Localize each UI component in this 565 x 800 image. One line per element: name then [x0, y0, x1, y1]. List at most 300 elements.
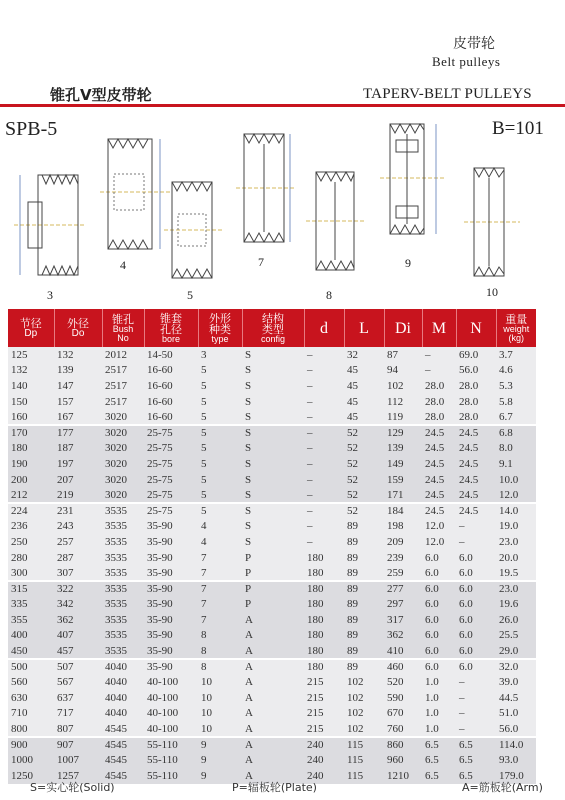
cell-l: 89: [347, 613, 358, 626]
cell-m: 24.5: [425, 473, 445, 486]
cell-d: –: [307, 473, 313, 486]
table-row: [8, 378, 536, 394]
cell-bush: 2517: [105, 379, 127, 392]
cell-bush: 3535: [102, 581, 144, 597]
cell-m: 6.5: [425, 754, 439, 767]
cell-d: –: [304, 503, 344, 519]
cell-weight: 3.7: [499, 348, 513, 361]
cell-l: 115: [347, 754, 364, 767]
cell-bush: 2517: [105, 364, 127, 377]
cell-bush: 3020: [102, 425, 144, 441]
cell-bore: 16-60: [147, 410, 173, 423]
cell-dp: 1250: [11, 769, 33, 782]
cell-l: 102: [347, 707, 364, 720]
cell-bush: 3535: [105, 535, 127, 548]
cell-weight: 19.6: [499, 598, 519, 611]
cell-bush: 3535: [105, 520, 127, 533]
cell-d: –: [307, 364, 313, 377]
header-cn-right: 皮带轮: [453, 36, 495, 52]
cell-type: 10: [201, 676, 212, 689]
cell-di: 112: [387, 395, 404, 408]
drawing-label-3: 3: [47, 288, 53, 302]
table-row: [8, 425, 536, 441]
cell-d: 180: [307, 551, 324, 564]
cell-config: P: [245, 551, 252, 564]
drawing-type-8: [306, 168, 366, 274]
table-row: [8, 441, 536, 457]
cell-m: 12.0: [425, 535, 445, 548]
cell-l: 52: [347, 442, 358, 455]
cell-dp: 400: [11, 629, 28, 642]
cell-type: 7: [201, 598, 207, 611]
cell-n: 28.0: [459, 410, 479, 423]
cell-bore: 40-100: [147, 707, 179, 720]
cell-dp: 250: [11, 535, 28, 548]
cell-config: A: [245, 707, 253, 720]
cell-m: 6.0: [425, 551, 439, 564]
cell-bush: 2012: [105, 348, 127, 361]
cell-n: 6.5: [459, 769, 473, 782]
cell-config: A: [245, 676, 253, 689]
drawing-type-7: [236, 130, 296, 246]
cell-m: 6.0: [425, 629, 439, 642]
table-row: [8, 737, 536, 753]
drawing-type-9: [380, 120, 444, 240]
cell-dp: 190: [11, 457, 28, 470]
header-en-right: Belt pulleys: [432, 54, 501, 69]
cell-d: 240: [304, 737, 344, 753]
cell-l: 89: [347, 598, 358, 611]
cell-bore: 25-75: [147, 473, 173, 486]
cell-dp: 355: [11, 613, 28, 626]
cell-m: –: [425, 364, 431, 377]
cell-type: 4: [201, 520, 207, 533]
col-do: 外径 Do: [54, 309, 102, 347]
cell-d: 215: [307, 707, 324, 720]
table-row: [8, 409, 536, 425]
cell-n: 6.5: [456, 737, 496, 753]
cell-dp: 160: [11, 410, 28, 423]
cell-l: 52: [344, 503, 384, 519]
cell-dp: 1000: [11, 754, 33, 767]
cell-l: 52: [344, 425, 384, 441]
cell-dp: 125: [11, 348, 28, 361]
cell-n: 24.5: [459, 457, 479, 470]
cell-weight: 23.0: [496, 581, 536, 597]
cell-m: 6.0: [425, 613, 439, 626]
cell-type: 9: [201, 769, 207, 782]
cell-dp: 315: [8, 581, 54, 597]
cell-do: 207: [57, 473, 74, 486]
cell-config: S: [245, 457, 252, 470]
cell-weight: 26.0: [499, 613, 519, 626]
cell-d: –: [307, 410, 313, 423]
cell-l: 45: [347, 379, 358, 392]
table-row: [8, 363, 536, 379]
cell-n: –: [459, 676, 465, 689]
cell-di: 129: [384, 425, 422, 441]
cell-l: 102: [347, 676, 364, 689]
cell-dp: 212: [11, 488, 28, 501]
cell-weight: 9.1: [499, 457, 513, 470]
cell-bore: 35-90: [147, 613, 173, 626]
cell-config: A: [245, 629, 253, 642]
cell-weight: 56.0: [499, 722, 519, 735]
cell-l: 89: [347, 566, 358, 579]
cell-bush: 2517: [105, 395, 127, 408]
cell-d: 180: [304, 659, 344, 675]
cell-m: 6.0: [425, 598, 439, 611]
cell-type: 8: [201, 629, 207, 642]
cell-di: 860: [384, 737, 422, 753]
cell-l: 89: [347, 644, 358, 657]
cell-l: 89: [347, 535, 358, 548]
cell-di: 277: [384, 581, 422, 597]
cell-dp: 224: [8, 503, 54, 519]
cell-type: 7: [201, 551, 207, 564]
cell-l: 102: [347, 722, 364, 735]
cell-di: 410: [387, 644, 404, 657]
cell-l: 45: [347, 395, 358, 408]
cell-type: 5: [201, 442, 207, 455]
drawing-type-5: [164, 178, 224, 282]
cell-config: P: [245, 598, 252, 611]
cell-dp: 900: [8, 737, 54, 753]
cell-config: S: [245, 442, 252, 455]
cell-config: A: [245, 691, 253, 704]
header-en-left: TAPERV-BELT PULLEYS: [363, 86, 532, 102]
header-cn-left: 锥孔V型皮带轮: [50, 86, 152, 104]
cell-di: 960: [387, 754, 404, 767]
cell-do: 567: [57, 676, 74, 689]
cell-m: 6.0: [425, 644, 439, 657]
drawing-label-7: 7: [258, 255, 264, 269]
cell-d: –: [307, 488, 313, 501]
cell-n: –: [459, 520, 465, 533]
belt-width-label: B=101: [492, 118, 544, 139]
cell-bore: 16-60: [147, 364, 173, 377]
header-rule: [0, 104, 565, 107]
cell-d: –: [307, 379, 313, 392]
cell-m: 1.0: [425, 707, 439, 720]
cell-di: 159: [387, 473, 404, 486]
cell-config: P: [245, 566, 252, 579]
cell-m: 1.0: [425, 691, 439, 704]
cell-d: 180: [307, 629, 324, 642]
cell-dp: 132: [11, 364, 28, 377]
cell-dp: 710: [11, 707, 28, 720]
cell-di: 590: [387, 691, 404, 704]
cell-n: 6.0: [456, 659, 496, 675]
drawing-type-3: [14, 170, 84, 280]
cell-weight: 12.0: [499, 488, 519, 501]
cell-n: –: [459, 707, 465, 720]
table-row: [8, 519, 536, 535]
cell-n: 24.5: [456, 503, 496, 519]
spec-table-body: [8, 347, 536, 784]
cell-bore: 40-100: [147, 676, 179, 689]
cell-di: 102: [387, 379, 404, 392]
cell-di: 362: [387, 629, 404, 642]
cell-n: 24.5: [459, 488, 479, 501]
table-row: [8, 597, 536, 613]
col-type: 外形 种类 type: [198, 309, 242, 347]
cell-di: 119: [387, 410, 404, 423]
cell-weight: 32.0: [496, 659, 536, 675]
cell-n: 6.0: [459, 629, 473, 642]
cell-type: 5: [201, 473, 207, 486]
cell-n: 24.5: [456, 425, 496, 441]
cell-di: 317: [387, 613, 404, 626]
legend-plate: P=辐板轮(Plate): [232, 781, 317, 794]
cell-m: 1.0: [425, 676, 439, 689]
cell-dp: 335: [11, 598, 28, 611]
cell-bush: 4545: [105, 722, 127, 735]
cell-config: S: [245, 379, 252, 392]
cell-bore: 35-90: [144, 581, 198, 597]
cell-type: 5: [201, 379, 207, 392]
cell-m: 24.5: [425, 457, 445, 470]
cell-bush: 4545: [102, 737, 144, 753]
cell-d: –: [307, 348, 313, 361]
cell-m: 24.5: [422, 425, 456, 441]
cell-do: 197: [57, 457, 74, 470]
drawing-type-10: [464, 164, 520, 280]
drawing-type-4: [100, 134, 170, 254]
cell-config: S: [245, 520, 252, 533]
cell-di: 239: [387, 551, 404, 564]
cell-do: 219: [57, 488, 74, 501]
cell-config: P: [242, 581, 304, 597]
cell-di: 94: [387, 364, 398, 377]
drawing-label-9: 9: [405, 256, 411, 270]
cell-m: 1.0: [425, 722, 439, 735]
table-row: [8, 659, 536, 675]
cell-type: 7: [201, 566, 207, 579]
cell-config: A: [242, 737, 304, 753]
cell-weight: 25.5: [499, 629, 519, 642]
cell-m: 24.5: [425, 488, 445, 501]
cell-di: 460: [384, 659, 422, 675]
cell-do: 637: [57, 691, 74, 704]
cell-bore: 16-60: [147, 395, 173, 408]
cell-config: A: [242, 659, 304, 675]
cell-type: 8: [198, 659, 242, 675]
cell-d: 215: [307, 722, 324, 735]
cell-n: 6.0: [456, 581, 496, 597]
cell-di: 171: [387, 488, 404, 501]
cell-di: 670: [387, 707, 404, 720]
cell-bore: 16-60: [147, 379, 173, 392]
cell-m: 6.5: [425, 769, 439, 782]
cell-type: 9: [201, 754, 207, 767]
cell-bore: 25-75: [144, 425, 198, 441]
cell-type: 5: [201, 457, 207, 470]
table-row: [8, 612, 536, 628]
cell-di: 184: [384, 503, 422, 519]
cell-bush: 3535: [105, 598, 127, 611]
table-row: [8, 643, 536, 659]
cell-l: 115: [347, 769, 364, 782]
cell-config: A: [245, 613, 253, 626]
cell-n: 28.0: [459, 379, 479, 392]
cell-bush: 3020: [105, 473, 127, 486]
cell-l: 32: [347, 348, 358, 361]
cell-bush: 4040: [105, 691, 127, 704]
cell-d: 215: [307, 676, 324, 689]
cell-bush: 3535: [102, 503, 144, 519]
cell-n: 6.5: [459, 754, 473, 767]
cell-l: 45: [347, 410, 358, 423]
table-row: [8, 690, 536, 706]
cell-bush: 3535: [105, 566, 127, 579]
cell-do: 147: [57, 379, 74, 392]
cell-n: –: [459, 691, 465, 704]
cell-dp: 280: [11, 551, 28, 564]
cell-bore: 55-110: [144, 737, 198, 753]
cell-d: 240: [307, 769, 324, 782]
table-row: [8, 456, 536, 472]
cell-d: 180: [307, 644, 324, 657]
cell-do: 407: [57, 629, 74, 642]
cell-d: 180: [304, 581, 344, 597]
cell-di: 760: [387, 722, 404, 735]
cell-bush: 3535: [105, 629, 127, 642]
cell-bush: 3020: [105, 442, 127, 455]
cell-weight: 39.0: [499, 676, 519, 689]
cell-n: 24.5: [459, 442, 479, 455]
cell-type: 10: [201, 691, 212, 704]
table-row: [8, 581, 536, 597]
cell-config: S: [242, 425, 304, 441]
cell-type: 5: [198, 425, 242, 441]
col-di: Di: [384, 309, 422, 347]
cell-bore: 40-100: [147, 691, 179, 704]
cell-do: 322: [54, 581, 102, 597]
cell-bush: 3535: [105, 613, 127, 626]
cell-config: S: [245, 535, 252, 548]
cell-di: 297: [387, 598, 404, 611]
cell-d: 180: [307, 566, 324, 579]
table-row: [8, 721, 536, 737]
cell-do: 231: [54, 503, 102, 519]
cell-dp: 300: [11, 566, 28, 579]
col-bush: 锥孔 Bush No: [102, 309, 144, 347]
cell-d: 180: [307, 598, 324, 611]
cell-do: 342: [57, 598, 74, 611]
col-l: L: [344, 309, 384, 347]
cell-do: 807: [57, 722, 74, 735]
cell-di: 139: [387, 442, 404, 455]
cell-d: –: [307, 457, 313, 470]
cell-type: 5: [198, 503, 242, 519]
cell-type: 5: [201, 488, 207, 501]
table-row: [8, 550, 536, 566]
cell-n: 6.0: [459, 598, 473, 611]
cell-di: 87: [387, 348, 398, 361]
cell-config: A: [245, 754, 253, 767]
cell-bore: 35-90: [147, 644, 173, 657]
cell-weight: 6.7: [499, 410, 513, 423]
table-row: [8, 752, 536, 768]
cell-m: 6.0: [422, 659, 456, 675]
cell-do: 177: [54, 425, 102, 441]
cell-bore: 25-75: [147, 457, 173, 470]
cell-d: 240: [307, 754, 324, 767]
legend-solid: S=实心轮(Solid): [30, 781, 115, 794]
table-row: [8, 706, 536, 722]
cell-di: 1210: [387, 769, 409, 782]
cell-bush: 3020: [105, 410, 127, 423]
cell-config: S: [245, 395, 252, 408]
cell-bush: 4040: [102, 659, 144, 675]
cell-d: –: [307, 442, 313, 455]
cell-l: 89: [344, 659, 384, 675]
table-row: [8, 503, 536, 519]
cell-bore: 35-90: [147, 598, 173, 611]
col-m: M: [422, 309, 456, 347]
cell-config: S: [245, 364, 252, 377]
cell-type: 3: [201, 348, 207, 361]
cell-weight: 20.0: [499, 551, 519, 564]
cell-do: 717: [57, 707, 74, 720]
cell-weight: 5.3: [499, 379, 513, 392]
cell-di: 198: [387, 520, 404, 533]
table-row: [8, 534, 536, 550]
cell-bore: 14-50: [147, 348, 173, 361]
cell-bore: 35-90: [147, 520, 173, 533]
cell-dp: 560: [11, 676, 28, 689]
cell-type: 10: [201, 707, 212, 720]
cell-bush: 3535: [105, 644, 127, 657]
cell-bore: 55-110: [147, 754, 178, 767]
cell-n: 28.0: [459, 395, 479, 408]
cell-do: 307: [57, 566, 74, 579]
cell-bore: 35-90: [144, 659, 198, 675]
cell-bush: 3020: [105, 457, 127, 470]
col-config: 结构 类型 config: [242, 309, 304, 347]
cell-m: 28.0: [425, 410, 445, 423]
cell-n: 6.0: [459, 613, 473, 626]
spec-table-header: [8, 309, 536, 347]
cell-weight: 19.0: [499, 520, 519, 533]
cell-dp: 500: [8, 659, 54, 675]
cell-di: 520: [387, 676, 404, 689]
cell-weight: 14.0: [496, 503, 536, 519]
cell-config: A: [245, 769, 253, 782]
table-row: [8, 472, 536, 488]
cell-weight: 8.0: [499, 442, 513, 455]
cell-weight: 51.0: [499, 707, 519, 720]
cell-l: 89: [344, 581, 384, 597]
cell-type: 9: [198, 737, 242, 753]
cell-l: 45: [347, 364, 358, 377]
col-dp: 节径 Dp: [8, 309, 54, 347]
cell-config: A: [245, 644, 253, 657]
drawing-label-10: 10: [486, 285, 498, 299]
cell-dp: 170: [8, 425, 54, 441]
cell-n: –: [459, 722, 465, 735]
cell-dp: 630: [11, 691, 28, 704]
cell-bore: 35-90: [147, 535, 173, 548]
cell-do: 243: [57, 520, 74, 533]
cell-dp: 150: [11, 395, 28, 408]
cell-type: 10: [201, 722, 212, 735]
cell-m: 28.0: [425, 395, 445, 408]
cell-di: 149: [387, 457, 404, 470]
legend-arm: A=筋板轮(Arm): [462, 781, 543, 794]
cell-weight: 44.5: [499, 691, 519, 704]
